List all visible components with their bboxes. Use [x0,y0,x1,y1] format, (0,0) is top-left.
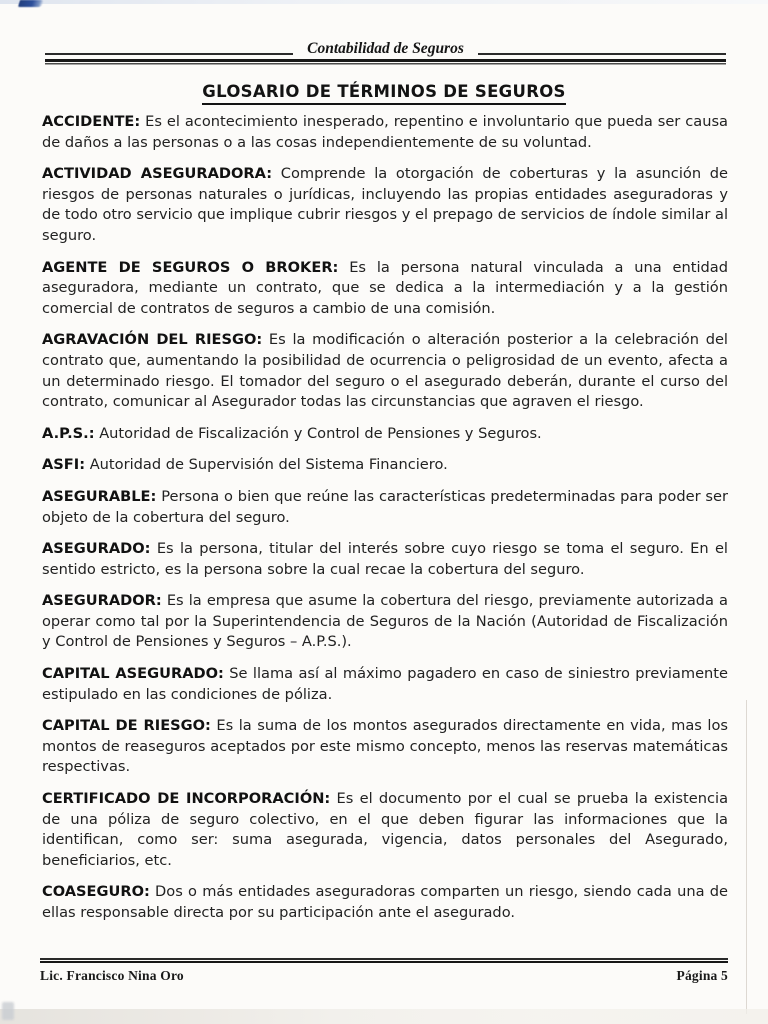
glossary-term: CAPITAL ASEGURADO: [42,665,224,683]
scan-edge-artifact-bottom [0,1009,768,1024]
glossary-term: CERTIFICADO DE INCORPORACIÓN: [42,790,331,808]
glossary-entry [42,112,728,153]
header-rule-right [478,53,726,55]
glossary-entry [42,882,728,923]
glossary-entry [42,455,728,476]
glossary-definition: Es la suma de los montos asegurados directamente en vida, mas los montos de reaseguros aceptados por este mismo concepto, menos las reservas matemáticas respectivas. [42,717,728,776]
glossary-entry [42,258,728,320]
glossary-term: ASFI: [42,456,86,474]
blue-scan-artifact-icon [18,0,44,7]
glossary-definition: Es el documento por el cual se prueba la existencia de una póliza de seguro colectivo, en el que deben figurar las informaciones que la identifican, como ser: suma asegurada, vigencia, datos personales del Asegurado, beneficiarios, etc. [42,790,728,869]
glossary-term: ACTIVIDAD ASEGURADORA: [42,165,273,183]
scan-edge-artifact-top [0,0,768,4]
document-title: GLOSARIO DE TÉRMINOS DE SEGUROS [202,82,565,105]
running-header-title: Contabilidad de Seguros [307,40,464,57]
glossary-definition: Es la persona natural vinculada a una entidad aseguradora, mediante un contrato, que se dedica a la intermediación y a la gestión comercial de contratos de seguros a cambio de una comisión. [42,258,728,317]
glossary-definition: Es la modificación o alteración posterior a la celebración del contrato que, aumentando la posibilidad de ocurrencia o peligrosidad de un evento, afecta a un determinado riesgo. El tomador del seguro o el asegurado deberán, durante el curso del contrato, comunicar al Asegurador todas las circunstancias que agraven el riesgo. [42,331,728,411]
page-footer [40,958,728,984]
glossary-entry [42,164,728,246]
glossary-term: AGENTE DE SEGUROS O BROKER: [42,258,339,276]
glossary-entry [42,716,728,778]
glossary-definition: Dos o más entidades aseguradoras comparten un riesgo, siendo cada una de ellas responsable directa por su participación ante el asegurado. [42,883,728,921]
scan-edge-artifact-right [746,700,747,1014]
glossary-definition: Es el acontecimiento inesperado, repentino e involuntario que pueda ser causa de daños a las personas o a las cosas independientemente de su voluntad. [42,113,728,151]
glossary-definition: Autoridad de Supervisión del Sistema Financiero. [89,456,448,474]
glossary-definition: Se llama así al máximo pagadero en caso de siniestro previamente estipulado en las condiciones de póliza. [42,665,728,703]
glossary-term: COASEGURO: [42,883,150,901]
glossary-definition: Es la persona, titular del interés sobre cuyo riesgo se toma el seguro. En el sentido estricto, es la persona sobre la cual recae la cobertura del seguro. [42,540,728,578]
document-title-wrap [0,82,768,105]
glossary-term: AGRAVACIÓN DEL RIESGO: [42,331,263,349]
scan-corner-artifact [2,1002,14,1020]
glossary-definition: Comprende la otorgación de coberturas y la asunción de riesgos de personas naturales o jurídicas, incluyendo las propias entidades aseguradoras y de todo otro servicio que implique cubrir riesgos y el prepago de servicios de índole similar al seguro. [42,165,728,244]
glossary-definition: Autoridad de Fiscalización y Control de Pensiones y Seguros. [99,424,542,442]
glossary-term: A.P.S.: [42,424,95,442]
glossary-entry [42,789,728,871]
glossary-entry [42,330,728,412]
glossary-entry [42,487,728,528]
glossary-entry [42,424,728,445]
glossary-entry [42,664,728,705]
glossary-entry [42,591,728,653]
glossary-list [42,112,728,954]
glossary-term: ASEGURADOR: [42,592,162,610]
glossary-term: ASEGURABLE: [42,487,157,505]
footer-author: Lic. Francisco Nina Oro [40,968,184,983]
footer-page-number: Página 5 [676,968,728,983]
footer-double-rule [40,958,728,964]
glossary-definition: Persona o bien que reúne las características predeterminadas para poder ser objeto de la cobertura del seguro. [42,487,728,526]
glossary-entry [42,539,728,580]
header-double-rule [45,59,726,66]
page-header [45,40,726,66]
header-rule-left [45,53,293,55]
glossary-term: CAPITAL DE RIESGO: [42,717,211,735]
glossary-term: ACCIDENTE: [42,113,141,130]
glossary-definition: Es la empresa que asume la cobertura del riesgo, previamente autorizada a operar como tal por la Superintendencia de Seguros de la Nación (Autoridad de Fiscalización y Control de Pensiones y Seguros – A.P.S.). [42,592,728,651]
glossary-term: ASEGURADO: [42,540,151,558]
